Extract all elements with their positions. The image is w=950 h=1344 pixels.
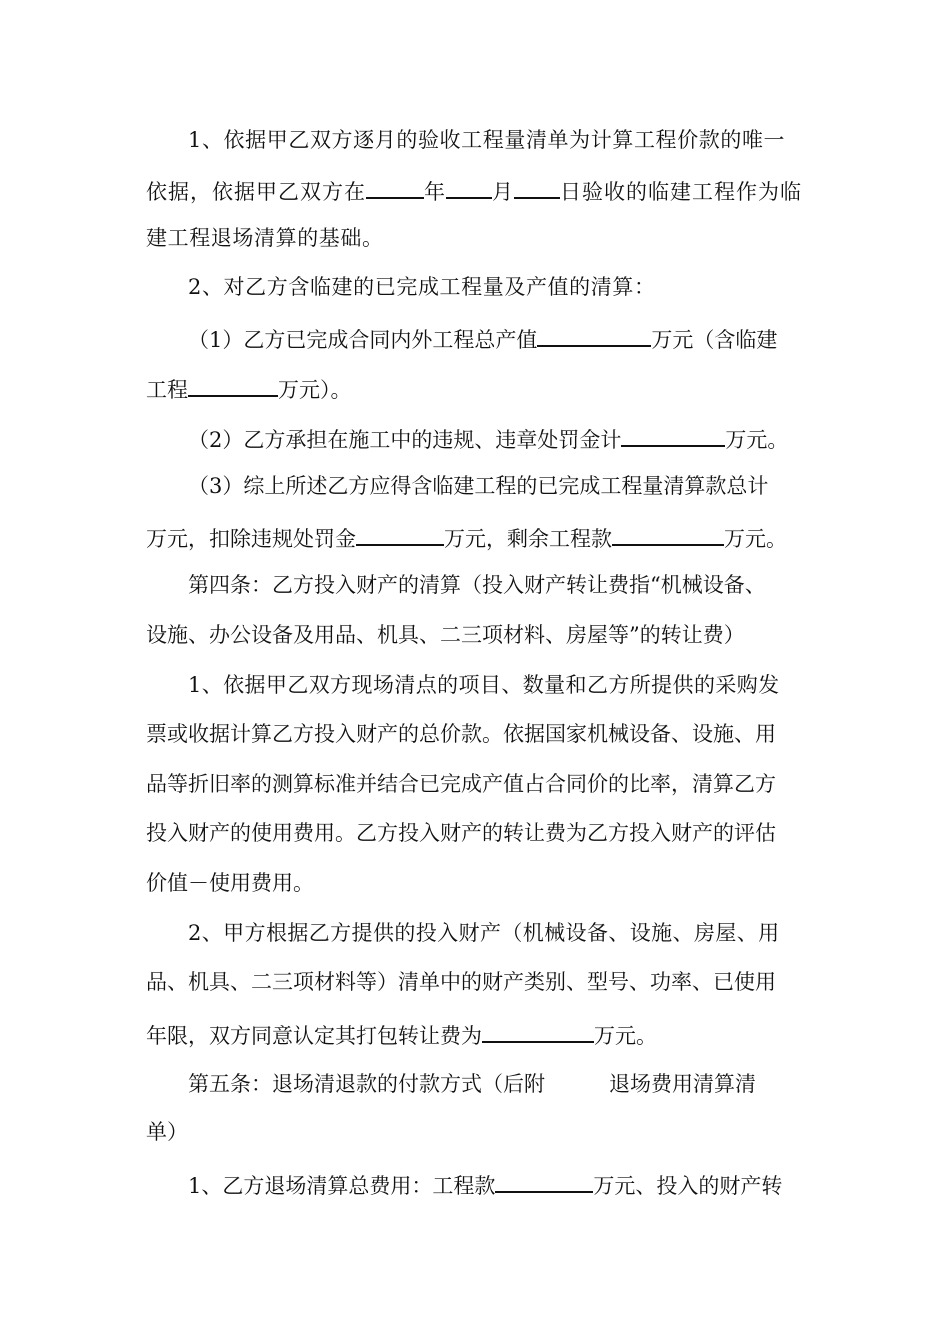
- text: 1、依据甲乙双方逐月的验收工程量清单为计算工程价款的唯一: [188, 128, 786, 152]
- text: 设施、办公设备及用品、机具、二三项材料、房屋等”的转让费）: [146, 623, 745, 647]
- text: 退场费用清算清: [609, 1072, 756, 1096]
- text: 1、乙方退场清算总费用：工程款: [188, 1174, 496, 1198]
- clause-4-item-1-line-1: [188, 670, 780, 700]
- text: （1）乙方已完成合同内外工程总产值: [188, 328, 538, 352]
- text: 依据，依据甲乙双方在: [146, 180, 366, 204]
- clause-3-item-1-line-2: [146, 173, 802, 203]
- clause-3-item-2-1-line-2: [146, 371, 352, 401]
- blank-project-payment[interactable]: [495, 1167, 593, 1193]
- text: 1、依据甲乙双方现场清点的项目、数量和乙方所提供的采购发: [188, 673, 780, 697]
- text: 票或收据计算乙方投入财产的总价款。依据国家机械设备、设施、用: [146, 722, 776, 746]
- clause-3-item-2-3-line-2: [146, 520, 787, 550]
- clause-5-item-1-line-1: [188, 1167, 782, 1197]
- blank-month[interactable]: [446, 173, 492, 199]
- text: 2、甲方根据乙方提供的投入财产（机械设备、设施、房屋、用: [188, 921, 780, 945]
- clause-5-heading-line-2: [146, 1117, 188, 1147]
- text: 万元。: [725, 428, 789, 452]
- blank-penalty[interactable]: [621, 421, 725, 447]
- clause-3-item-2-2: [188, 421, 788, 451]
- text: 投入财产的使用费用。乙方投入财产的转让费为乙方投入财产的评估: [146, 821, 776, 845]
- text: 万元，剩余工程款: [444, 527, 612, 551]
- text: 月: [492, 180, 514, 204]
- text: 年: [424, 180, 446, 204]
- text: （3）综上所述乙方应得含临建工程的已完成工程量清算款总计: [188, 474, 769, 498]
- text: 万元。: [594, 1024, 657, 1048]
- blank-total-output[interactable]: [537, 321, 651, 347]
- text: 万元。: [724, 527, 787, 551]
- text: 万元、投入的财产转: [593, 1174, 783, 1198]
- blank-deducted-penalty[interactable]: [356, 520, 444, 546]
- text: 万元，扣除违规处罚金: [146, 527, 356, 551]
- clause-4-item-1-line-2: [146, 719, 776, 749]
- clause-3-item-2-3-line-1: [188, 471, 768, 501]
- clause-3-item-2-heading: [188, 272, 656, 302]
- blank-remaining-payment[interactable]: [612, 520, 724, 546]
- text: 第五条：退场清退款的付款方式（后附: [188, 1072, 545, 1096]
- clause-4-item-1-line-3: [146, 769, 776, 799]
- clause-4-heading-line-2: [146, 620, 745, 650]
- text: 2、对乙方含临建的已完成工程量及产值的清算：: [188, 275, 656, 299]
- text: 建工程退场清算的基础。: [146, 226, 384, 250]
- text: 品等折旧率的测算标准并结合已完成产值占合同价的比率，清算乙方: [146, 772, 776, 796]
- text: 日验收的临建工程作为临: [560, 180, 802, 204]
- attachment-gap: [545, 1067, 609, 1091]
- text: 万元）。: [278, 378, 352, 402]
- text: （2）乙方承担在施工中的违规、违章处罚金计: [188, 428, 622, 452]
- text: 工程: [146, 378, 188, 402]
- text: 第四条：乙方投入财产的清算（投入财产转让费指“机械设备、: [188, 573, 766, 597]
- clause-4-heading-line-1: [188, 570, 766, 600]
- clause-4-item-1-line-4: [146, 818, 776, 848]
- text: 单）: [146, 1120, 188, 1144]
- clause-4-item-2-line-1: [188, 918, 780, 948]
- clause-4-item-1-line-5: [146, 868, 314, 898]
- text: 价值－使用费用。: [146, 871, 314, 895]
- blank-transfer-fee[interactable]: [482, 1017, 594, 1043]
- clause-4-item-2-line-3: [146, 1017, 657, 1047]
- blank-temporary-works[interactable]: [188, 371, 278, 397]
- blank-year[interactable]: [366, 173, 424, 199]
- text: 年限，双方同意认定其打包转让费为: [146, 1024, 482, 1048]
- text: 品、机具、二三项材料等）清单中的财产类别、型号、功率、已使用: [146, 970, 776, 994]
- clause-4-item-2-line-2: [146, 967, 776, 997]
- clause-5-heading-line-1: [188, 1067, 756, 1097]
- blank-day[interactable]: [514, 173, 560, 199]
- clause-3-item-1-line-3: [146, 223, 384, 253]
- clause-3-item-1-line-1: [188, 125, 785, 155]
- clause-3-item-2-1-line-1: [188, 321, 777, 351]
- text: 万元（含临建: [651, 328, 778, 352]
